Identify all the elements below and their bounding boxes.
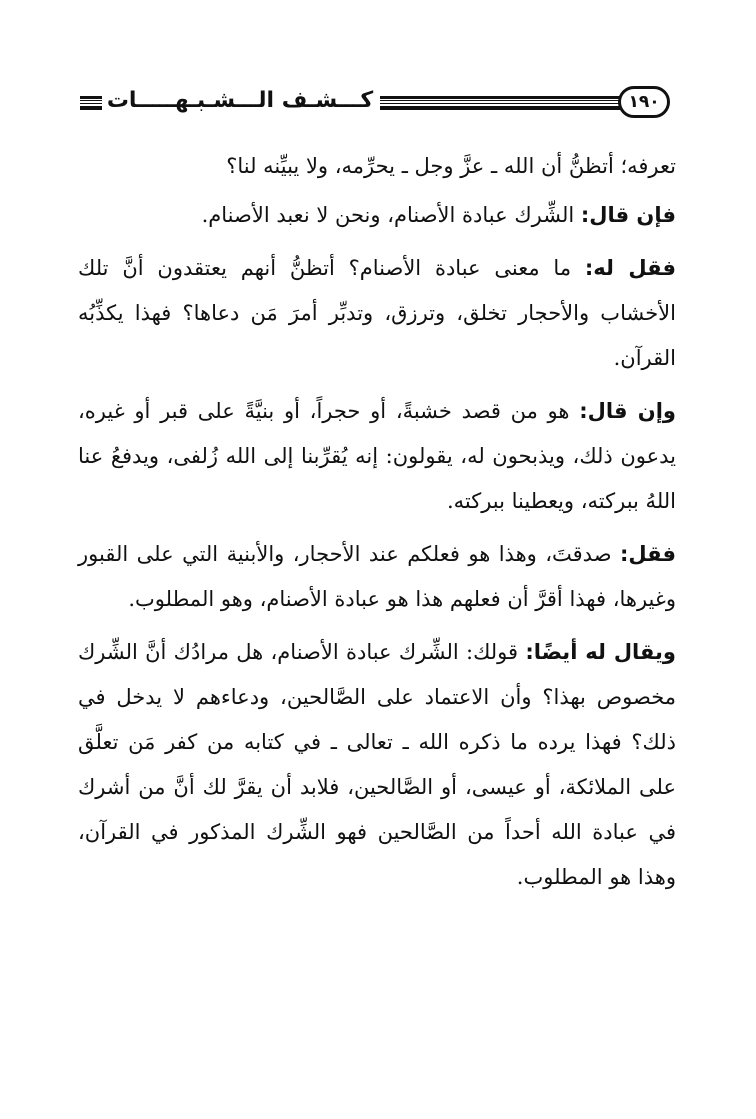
paragraph-text: الشِّرك عبادة الأصنام، ونحن لا نعبد الأصنام. <box>201 203 581 227</box>
header-rule-right <box>380 96 620 110</box>
paragraph-3 <box>78 246 676 381</box>
paragraph-text: هو من قصد خشبةً، أو حجراً، أو بنيَّةً على قبر أو غيره، يدعون ذلك، ويذبحون له، يقولون: إنه يُقرِّبنا إلى الله زُلفى، ويدفعُ عنا اللهُ ببركته، ويعطينا ببركته. <box>78 399 676 513</box>
paragraph-text: تعرفه؛ أتظنُّ أن الله ـ عزَّ وجل ـ يحرِّمه، ولا يبيِّنه لنا؟ <box>226 154 676 178</box>
speaker-label: فإن قال: <box>580 203 676 227</box>
page-number-badge: ١٩٠ <box>618 86 670 118</box>
speaker-label: ويقال له أيضًا: <box>525 640 676 664</box>
header-rule-left <box>80 96 102 110</box>
page-body <box>78 144 676 908</box>
speaker-label: فقل له: <box>584 256 676 280</box>
paragraph-1 <box>78 144 676 189</box>
paragraph-text: صدقتَ، وهذا هو فعلكم عند الأحجار، والأبنية التي على القبور وغيرها، فهذا أقرَّ أن فعلهم هذا هو عبادة الأصنام، وهو المطلوب. <box>78 542 676 611</box>
paragraph-2 <box>78 193 676 238</box>
paragraph-text: قولك: الشِّرك عبادة الأصنام، هل مرادُك أنَّ الشِّرك مخصوص بهذا؟ وأن الاعتماد على الصَّالحين، ودعاءهم لا يدخل في ذلك؟ فهذا يرده ما ذكره الله ـ تعالى ـ في كتابه من كفر مَن تعلَّق على الملائكة، أو عيسى، أو الصَّالحين، فلابد أن يقرَّ لك أنَّ من أشرك في عبادة الله أحداً من الصَّالحين فهو الشِّرك المذكور في القرآن، وهذا هو المطلوب. <box>78 640 677 889</box>
speaker-label: فقل: <box>619 542 676 566</box>
paragraph-4 <box>78 389 676 524</box>
paragraph-text: ما معنى عبادة الأصنام؟ أتظنُّ أنهم يعتقدون أنَّ تلك الأخشاب والأحجار تخلق، وترزق، وتدبِّر أمرَ مَن دعاها؟ فهذا يكذِّبُه القرآن. <box>78 256 676 370</box>
speaker-label: وإن قال: <box>579 399 676 423</box>
running-title: كـــشـف الـــشـبـهـــــات <box>106 88 374 113</box>
running-header <box>80 86 670 126</box>
paragraph-5 <box>78 532 676 622</box>
paragraph-6 <box>78 630 676 900</box>
